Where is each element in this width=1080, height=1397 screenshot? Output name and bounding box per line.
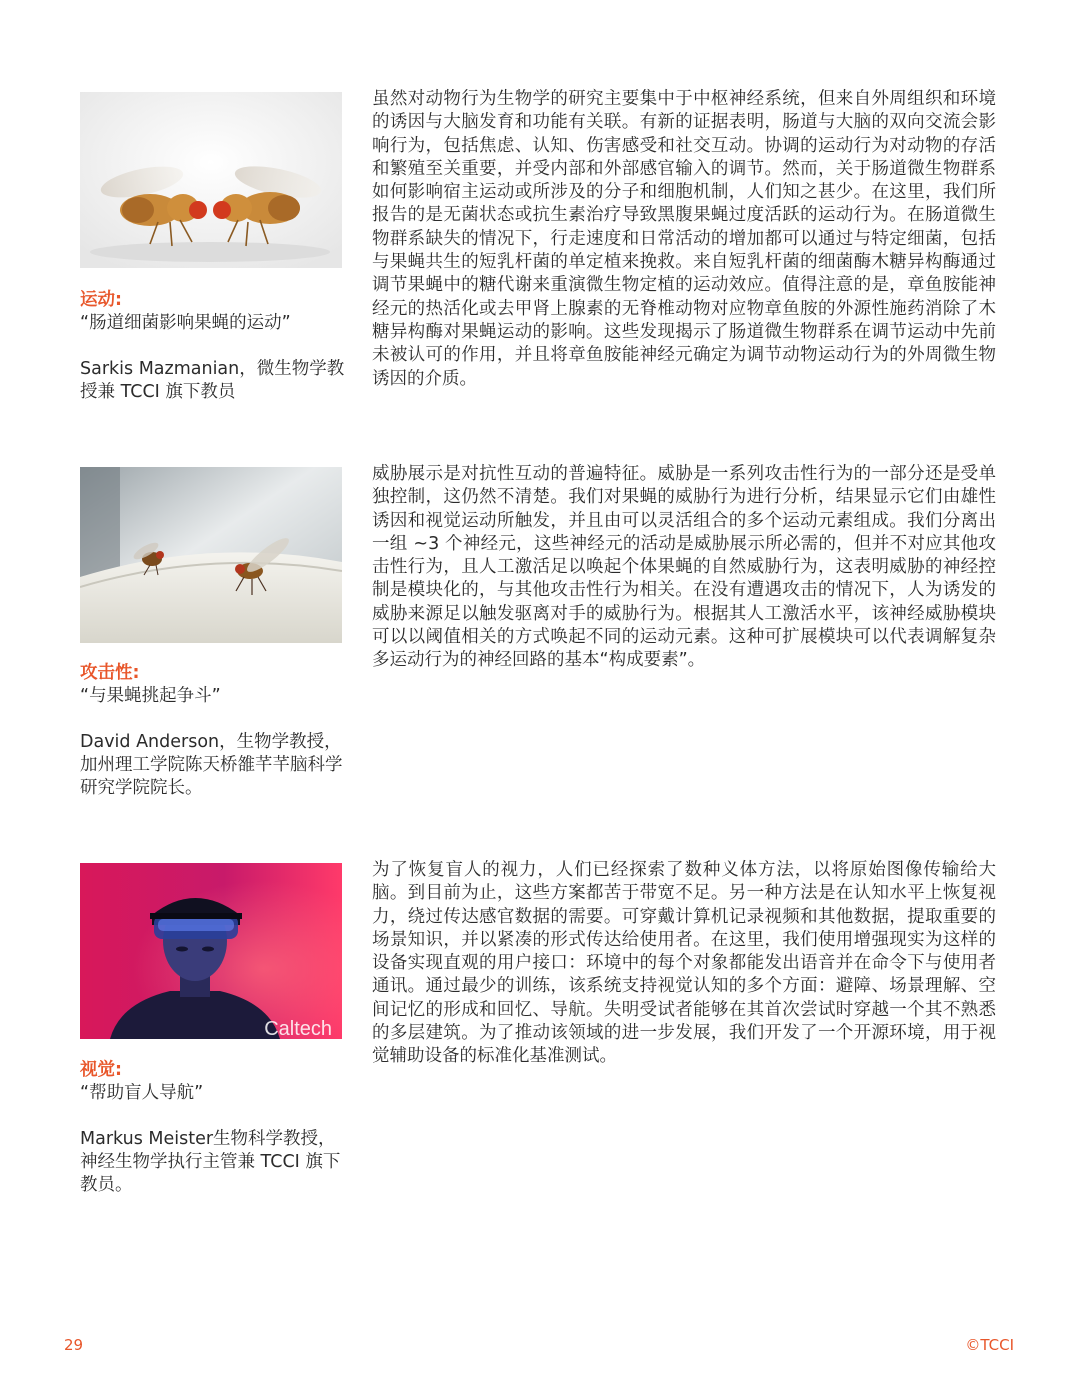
article-body: 为了恢复盲人的视力，人们已经探索了数种义体方法，以将原始图像传输给大脑。到目前为止，这些方案都苦于带宽不足。另一种方法是在认知水平上恢复视力，绕过传达感官数据的需要。可穿戴计算机记录视频和其他数据，提取重要的场景知识，并以紧凑的形式传达给使用者。在这里，我们使用增强现实为这样的设备实现直观的用户接口：环境中的每个对象都能发出语音并在命令下与使用者通讯。通过最少的训练，该系统支持视觉认知的多个方面：避障、场景理解、空间记忆的形成和回忆、导航。失明受试者能够在其首次尝试时穿越一个其不熟悉的多层建筑。为了推动该领域的进一步发展，我们开发了一个开源环境，用于视觉辅助设备的标准化基准测试。	[372, 860, 996, 1067]
category-label: 视觉:	[80, 1060, 122, 1080]
fruit-flies-photo	[80, 92, 342, 268]
article-body: 虽然对动物行为生物学的研究主要集中于中枢神经系统，但来自外周组织和环境的诱因与大脑发育和功能有关联。有新的证据表明，肠道与大脑的双向交流会影响行为，包括焦虑、认知、伤害感受和社交互动。协调的运动行为对动物的存活和繁殖至关重要，并受内部和外部感官输入的调节。然而，关于肠道微生物群系如何影响宿主运动或所涉及的分子和细胞机制，人们知之甚少。在这里，我们所报告的是无菌状态或抗生素治疗导致黑腹果蝇过度活跃的运动行为。在肠道微生物群系缺失的情况下，行走速度和日常活动的增加都可以通过与特定细菌，包括与果蝇共生的短乳杆菌的单定植来挽救。来自短乳杆菌的细菌酶木糖异构酶通过调节果蝇中的糖代谢来重演微生物定植的运动效应。值得注意的是，章鱼胺能神经元的热活化或去甲肾上腺素的无脊椎动物对应物章鱼胺的外源性施药消除了木糖异构酶对果蝇运动的影响。这些发现揭示了肠道微生物群系在调节运动中先前未被认可的作用，并且将章鱼胺能神经元确定为调节动物运动行为的外周微生物诱因的介质。	[372, 89, 996, 389]
vision-caption	[80, 1059, 348, 1197]
flies-in-dish-illustration	[80, 467, 342, 643]
dueling-flies-photo	[80, 467, 342, 643]
caltech-label: Caltech	[264, 1018, 332, 1039]
fruit-flies-facing-illustration	[80, 92, 342, 268]
article-title: “与果蝇挑起争斗”	[80, 686, 221, 706]
copyright-notice: ©TCCI	[965, 1336, 1014, 1354]
category-label: 攻击性:	[80, 663, 140, 683]
article-title: “帮助盲人导航”	[80, 1083, 204, 1103]
author-credit: Markus Meister生物科学教授，神经生物学执行主管兼 TCCI 旗下教员。	[80, 1129, 341, 1195]
author-credit: Sarkis Mazmanian，微生物学教授兼 TCCI 旗下教员	[80, 359, 345, 402]
category-label: 运动:	[80, 290, 122, 310]
locomotion-caption	[80, 289, 348, 404]
article-title: “肠道细菌影响果蝇的运动”	[80, 313, 291, 333]
page-number: 29	[64, 1336, 84, 1354]
article-body: 威胁展示是对抗性互动的普遍特征。威胁是一系列攻击性行为的一部分还是受单独控制，这仍然不清楚。我们对果蝇的威胁行为进行分析，结果显示它们由雄性诱因和视觉运动所触发，并且由可以灵活组合的多个运动元素组成。我们分离出一组 ~3 个神经元，这些神经元的活动是威胁展示所必需的，但并不对应其他攻击性行为，且人工激活足以唤起个体果蝇的自然威胁行为，这表明威胁的神经控制是模块化的，与其他攻击性行为相关。在没有遭遇攻击的情况下，人为诱发的威胁来源足以触发驱离对手的威胁行为。根据其人工激活水平，该神经威胁模块可以以阈值相关的方式唤起不同的运动元素。这种可扩展模块可以代表调解复杂多运动行为的神经回路的基本“构成要素”。	[372, 464, 996, 671]
author-credit: David Anderson，生物学教授，加州理工学院陈天桥雒芊芊脑科学研究学院院长。	[80, 732, 343, 798]
aggression-caption	[80, 662, 348, 800]
ar-headset-photo	[80, 863, 342, 1039]
person-with-headset-illustration	[80, 863, 342, 1039]
